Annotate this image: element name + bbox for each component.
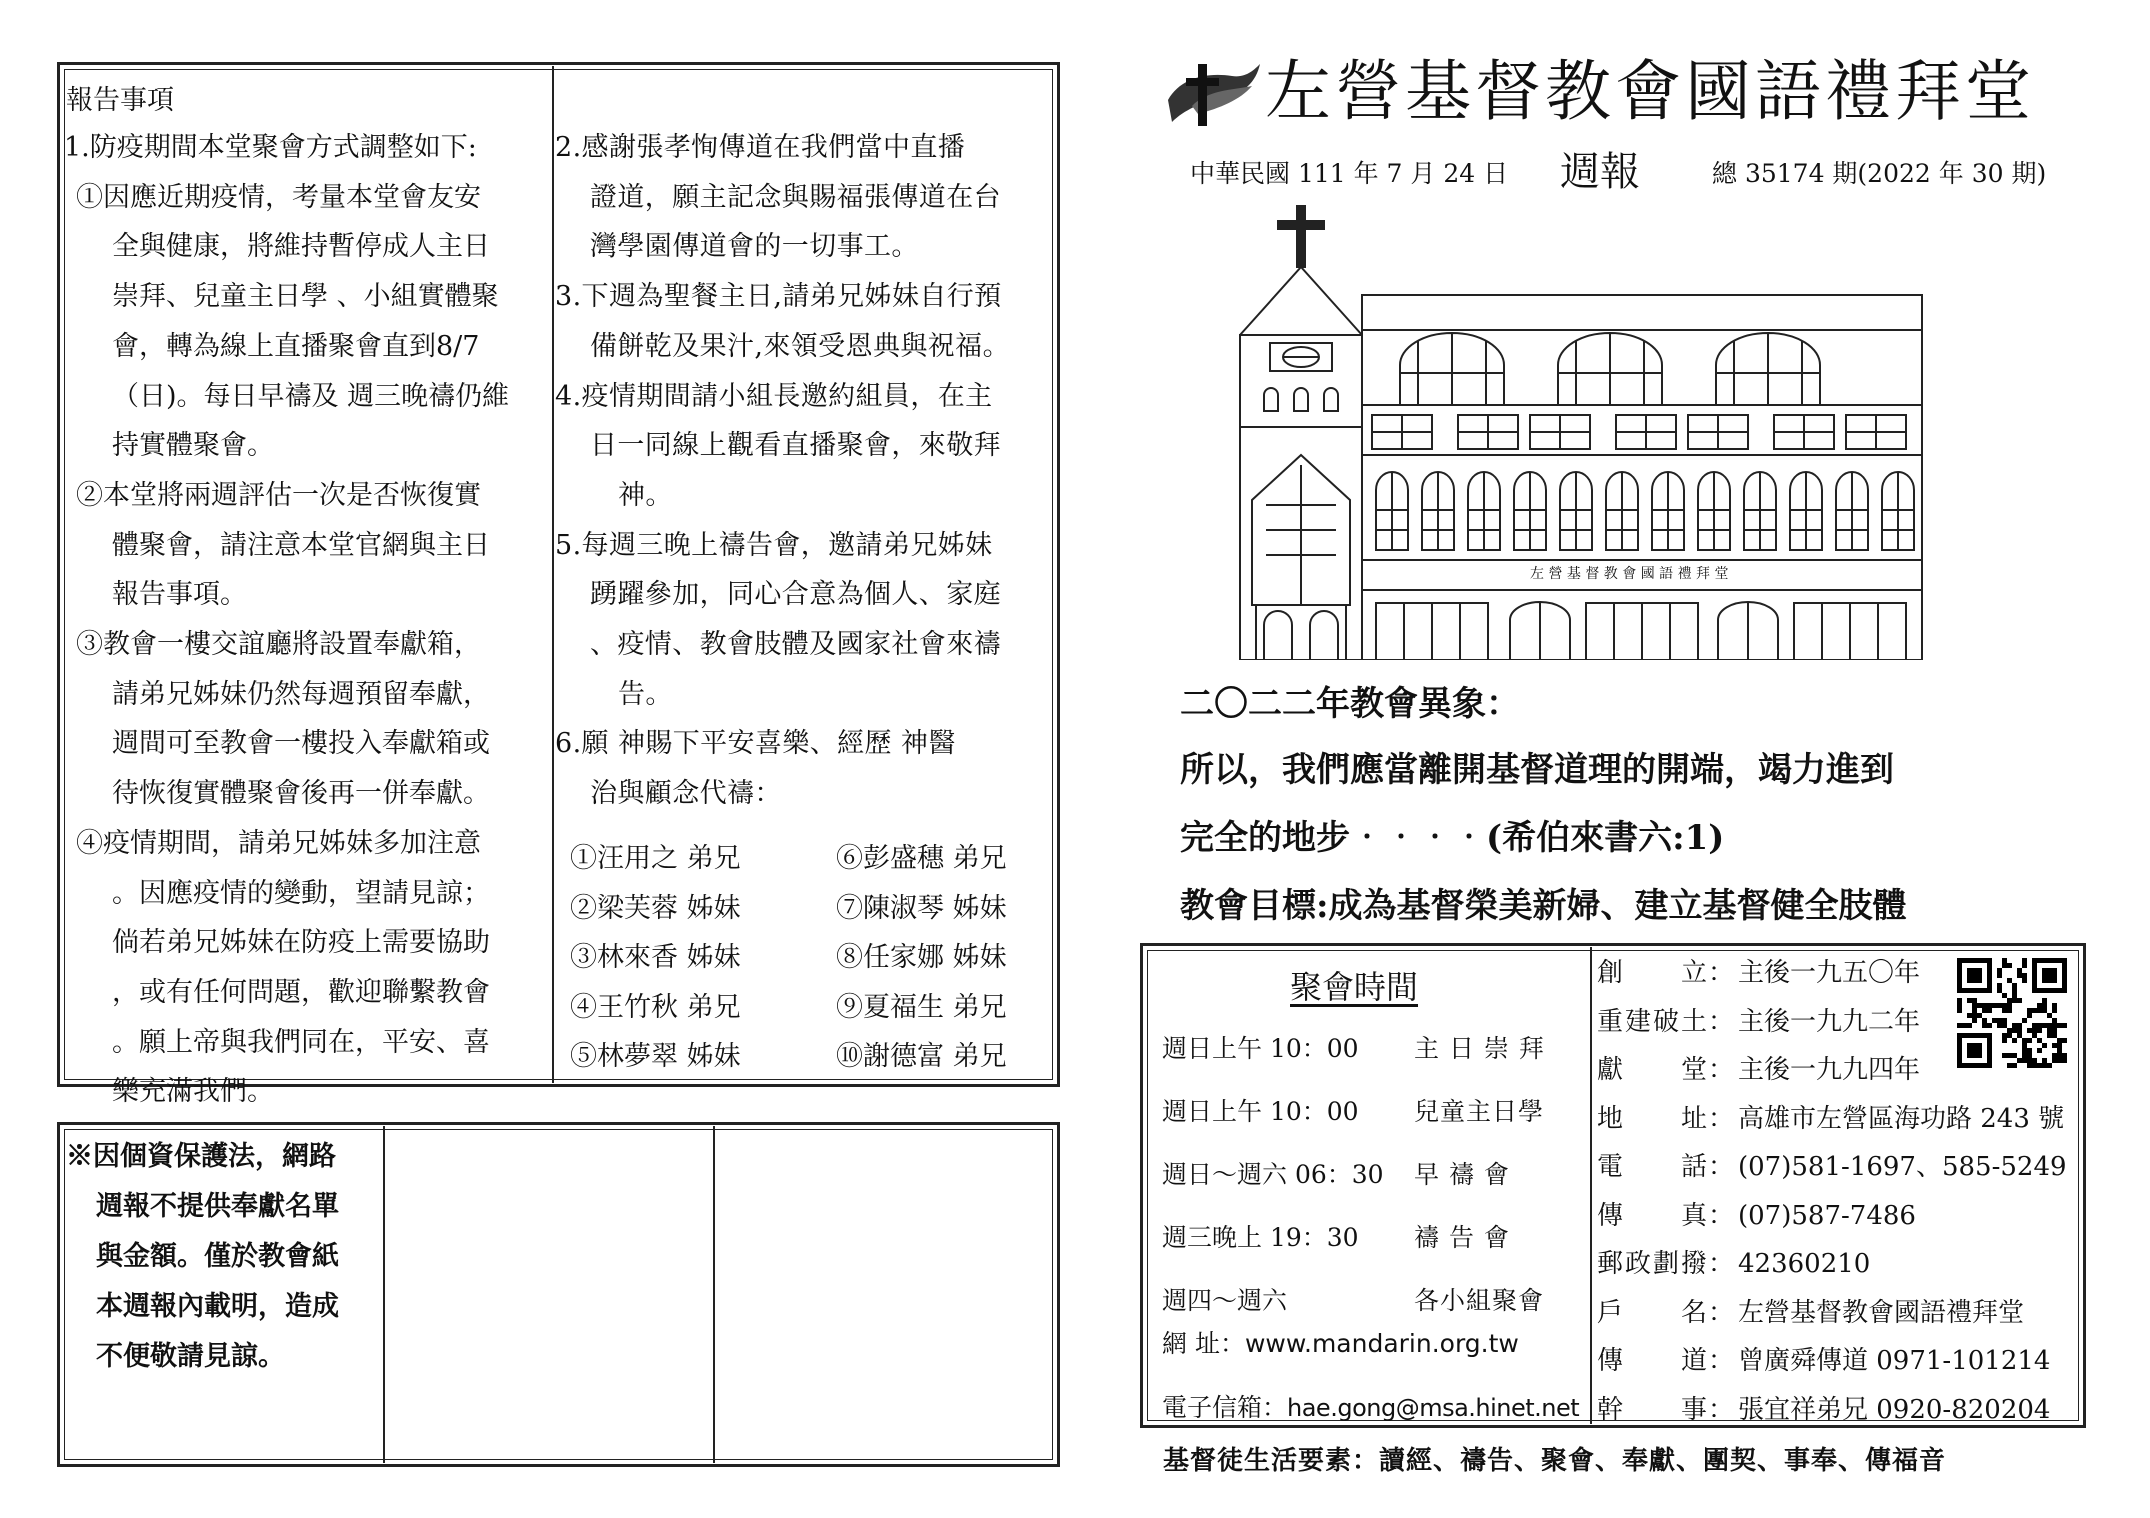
bulletin-date: 中華民國 111 年 7 月 24 日 [1190,159,1509,188]
info-colon: ： [1708,1152,1735,1182]
meeting-time: 週日上午 10：00 [1162,1034,1359,1063]
announcements-column-divider [552,66,554,1083]
info-value: (07)587-7486 [1738,1200,1916,1231]
info-colon: ： [1708,1200,1735,1231]
tall-window [1882,472,1914,550]
privacy-note-line: 與金額。僅於教會紙 [96,1241,339,1272]
privacy-note-line: ※因個資保護法，網路 [66,1141,336,1172]
announcement-left-line: ①因應近期疫情，考量本堂會友安 [76,181,481,213]
tall-window [1790,472,1822,550]
announcement-right-line: 告。 [618,678,673,710]
prayer-list-item: ⑤林夢翠 姊妹 [570,1041,741,1072]
tall-window [1514,472,1546,550]
announcement-left-line: 全與健康，將維持暫停成人主日 [112,231,490,263]
arched-window [1558,333,1662,405]
announcement-right-line: 2.感謝張孝恂傳道在我們當中直播 [555,132,966,163]
email-link[interactable]: hae.gong@msa.hinet.net [1287,1394,1580,1422]
church-logo [1162,60,1262,130]
facade-sign: 左 營 基 督 教 會 國 語 禮 拜 堂 [1530,566,1729,582]
announcement-left-line: 會，轉為線上直播聚會直到8/7 [112,330,480,362]
meeting-time: 週四～週六 [1162,1286,1288,1315]
meeting-name: 主 日 崇 拜 [1414,1034,1545,1063]
info-value: (07)581-1697、585-5249 [1738,1152,2067,1182]
tall-window [1606,472,1638,550]
info-colon: ： [1708,1297,1735,1328]
announcement-left-line: ③教會一樓交誼廳將設置奉獻箱， [76,629,481,660]
prayer-list-item: ⑥彭盛穗 弟兄 [836,843,1007,874]
grid-window [1458,415,1518,449]
vision-verse-line-1: 所以，我們應當離開基督道理的開端，竭力進到 [1180,750,1894,790]
announcement-right-line: 證道，願主記念與賜福張傳道在台 [590,181,1001,213]
tall-window [1698,472,1730,550]
announcement-right-line: 踴躍參加，同心合意為個人、家庭 [590,579,1001,611]
announcement-right-line: 日一同線上觀看直播聚會，來敬拜 [590,430,1001,462]
announcement-right-line: 備餅乾及果汁,來領受恩典與祝福。 [590,330,1010,362]
tall-window [1560,472,1592,550]
info-value: 主後一九五〇年 [1738,958,1921,988]
church-name: 左營基督教會國語禮拜堂 [1265,53,2035,130]
announcement-left-line: 。因應疫情的變動，望請見諒； [112,877,490,909]
announcement-left-line: 週間可至教會一樓投入奉獻箱或 [112,728,490,760]
info-value: 主後一九九二年 [1738,1006,1921,1037]
storefront-window [1718,602,1778,660]
website-link[interactable]: www.mandarin.org.tw [1244,1329,1519,1358]
announcement-left-line: ④疫情期間，請弟兄姊妹多加注意 [76,827,481,859]
info-colon: ： [1708,1346,1735,1376]
privacy-note-line: 本週報內載明，造成 [96,1291,339,1322]
prayer-list-item: ②梁芙蓉 姊妹 [570,892,741,924]
info-label: 創 立 [1597,958,1707,988]
info-value: 高雄市左營區海功路 243 號 [1738,1103,2065,1134]
prayer-list-item: ⑩謝德富 弟兄 [836,1041,1007,1072]
prayer-list-item: ⑧任家娜 姊妹 [836,942,1007,973]
tall-window [1376,472,1408,550]
announcement-right-line: 4.疫情期間請小組長邀約組員，在主 [555,380,993,412]
announcement-left-line: 報告事項。 [112,579,247,611]
vision-verse-line-2: 完全的地步‧‧‧‧(希伯來書六:1) [1180,818,1725,858]
info-label: 傳 真 [1597,1200,1707,1231]
announcement-left-line: 樂充滿我們。 [112,1076,274,1108]
announcements-heading: 報告事項 [66,85,174,116]
website-label: 網 址： [1162,1329,1245,1358]
info-colon: ： [1708,958,1735,988]
meeting-info-divider [1590,947,1592,1424]
prayer-list-item: ⑨夏福生 弟兄 [836,991,1007,1023]
email-row [1162,1388,1579,1424]
storefront-window [1376,603,1488,660]
announcement-right-line: 灣學園傳道會的一切事工。 [590,231,919,263]
grid-window [1530,415,1590,449]
announcement-right-line: 5.每週三晚上禱告會，邀請弟兄姊妹 [555,529,993,561]
announcement-left-line: 倘若弟兄姊妹在防疫上需要協助 [112,927,490,959]
tall-window [1744,472,1776,550]
info-value: 曾廣舜傳道 0971-101214 [1738,1346,2051,1376]
meeting-name: 早 禱 會 [1414,1160,1510,1189]
vision-title: 二〇二二年教會異象： [1180,684,1520,724]
website-row [1162,1324,1519,1360]
info-label: 電 話 [1597,1152,1707,1182]
info-colon: ： [1708,1249,1735,1279]
info-label: 戶 名 [1597,1297,1707,1328]
offering-divider-1 [383,1126,385,1463]
bulletin-title: 週報 [1560,149,1640,195]
announcement-right-line: 神。 [618,479,673,511]
tall-window [1652,472,1684,550]
tall-window [1836,472,1868,550]
announcement-left-line: ，或有任何問題，歡迎聯繫教會 [112,976,490,1008]
info-colon: ： [1708,1055,1735,1085]
announcement-right-line: 治與顧念代禱： [590,778,782,810]
prayer-list-item: ①汪用之 弟兄 [570,843,741,874]
privacy-note-line: 週報不提供奉獻名單 [96,1191,339,1222]
meeting-name: 兒童主日學 [1414,1097,1545,1126]
info-colon: ： [1708,1103,1735,1134]
offering-divider-2 [713,1126,715,1463]
announcement-left-line: 待恢復實體聚會後再一併奉獻。 [112,778,490,810]
announcement-left-line: ②本堂將兩週評估一次是否恢復實 [76,479,481,511]
church-building-illustration [1230,205,1930,660]
meeting-time: 週三晚上 19：30 [1162,1223,1359,1252]
announcement-right-line: 6.願 神賜下平安喜樂、經歷 神醫 [555,728,956,760]
church-goal: 教會目標:成為基督榮美新婦、建立基督健全肢體 [1180,886,1907,926]
tall-window [1422,472,1454,550]
announcement-right-line: 、疫情、教會肢體及國家社會來禱 [590,629,1001,660]
christian-life-essentials: 基督徒生活要素：讀經、禱告、聚會、奉獻、團契、事奉、傳福音 [1163,1446,1947,1476]
grid-window [1688,415,1748,449]
email-label: 電子信箱： [1162,1393,1288,1422]
announcement-left-line: 體聚會，請注意本堂官網與主日 [112,529,490,561]
info-label: 幹 事 [1597,1394,1707,1425]
announcement-left-line: 。願上帝與我們同在，平安、喜 [112,1026,490,1058]
meeting-time: 週日～週六 06：30 [1162,1160,1384,1189]
grid-window [1616,415,1676,449]
info-value: 左營基督教會國語禮拜堂 [1738,1297,2025,1328]
info-value: 主後一九九四年 [1738,1055,1921,1085]
grid-window [1774,415,1834,449]
prayer-list-item: ④王竹秋 弟兄 [570,991,741,1023]
info-label: 郵政劃撥 [1597,1249,1707,1279]
meeting-name: 禱 告 會 [1414,1223,1510,1252]
announcement-left-line: 1.防疫期間本堂聚會方式調整如下: [64,132,477,163]
storefront-window [1510,602,1570,660]
meeting-time: 週日上午 10：00 [1162,1097,1359,1126]
info-label: 獻 堂 [1597,1055,1707,1085]
prayer-list-item: ③林來香 姊妹 [570,942,741,973]
arched-window [1716,333,1820,405]
privacy-note-line: 不便敬請見諒。 [96,1341,285,1372]
announcement-left-line: （日)。每日早禱及 週三晚禱仍維 [112,380,510,412]
info-colon: ： [1708,1394,1735,1425]
storefront-window [1586,603,1698,660]
info-label: 重建破土 [1597,1006,1707,1037]
tall-window [1468,472,1500,550]
grid-window [1372,415,1432,449]
storefront-window [1794,603,1906,660]
announcement-left-line: 請弟兄姊妹仍然每週預留奉獻， [112,678,490,710]
info-label: 傳 道 [1597,1346,1707,1376]
info-colon: ： [1708,1006,1735,1037]
info-value: 張宜祥弟兄 0920-820204 [1738,1394,2051,1425]
bulletin-issue: 總 35174 期(2022 年 30 期) [1712,159,2047,188]
info-label: 地 址 [1597,1103,1707,1134]
announcement-right-line: 3.下週為聖餐主日,請弟兄姊妹自行預 [555,281,1002,313]
prayer-list-item: ⑦陳淑琴 姊妹 [836,892,1007,924]
arched-window [1400,333,1504,405]
grid-window [1846,415,1906,449]
announcement-left-line: 持實體聚會。 [112,430,274,462]
meeting-name: 各小組聚會 [1414,1286,1545,1315]
announcement-left-line: 崇拜、兒童主日學 、小組實體聚 [112,281,499,313]
meeting-times-title: 聚會時間 [1290,968,1419,1006]
info-value: 42360210 [1738,1249,1871,1279]
qr-code [1957,958,2067,1068]
